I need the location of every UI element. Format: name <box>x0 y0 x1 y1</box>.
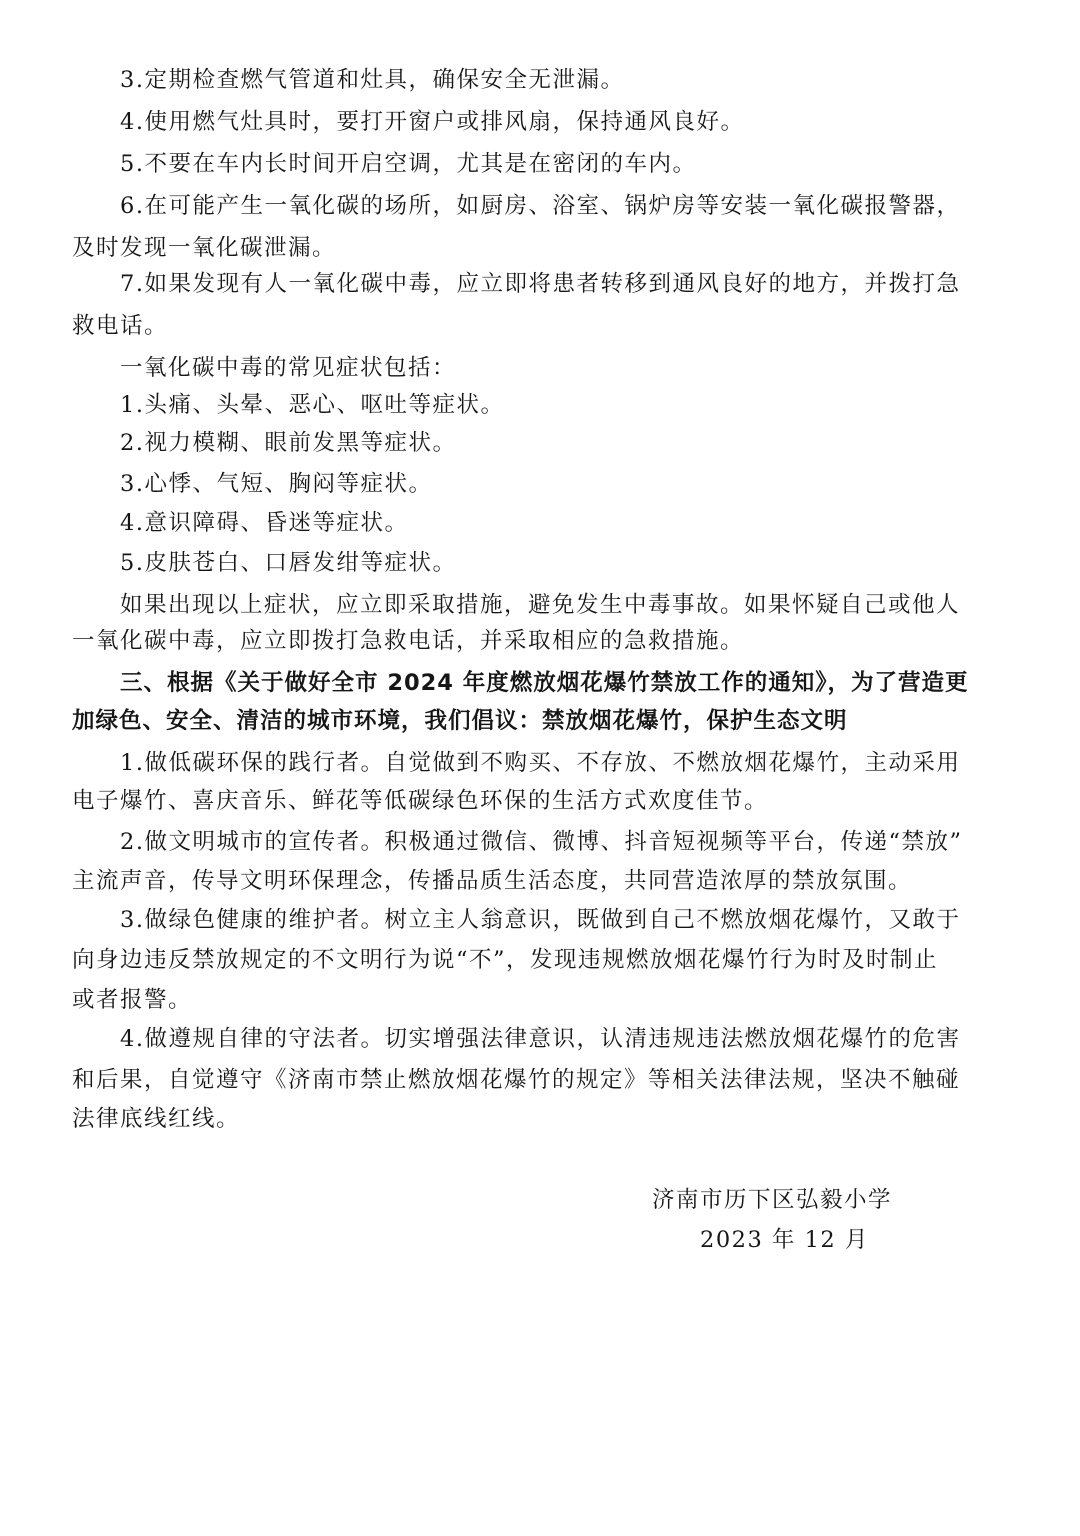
text-line: 6.在可能产生一氧化碳的场所，如厨房、浴室、锅炉房等安装一氧化碳报警器， <box>120 193 961 219</box>
text-line: 5.不要在车内长时间开启空调，尤其是在密闭的车内。 <box>120 151 697 177</box>
text-line: 和后果，自觉遵守《济南市禁止燃放烟花爆竹的规定》等相关法律法规，坚决不触碰 <box>72 1067 961 1093</box>
text-line: 4.使用燃气灶具时，要打开窗户或排风扇，保持通风良好。 <box>120 109 745 135</box>
text-line: 5.皮肤苍白、口唇发绀等症状。 <box>120 550 457 576</box>
text-line: 7.如果发现有人一氧化碳中毒，应立即将患者转移到通风良好的地方，并拨打急 <box>120 271 961 297</box>
text-line: 2.做文明城市的宣传者。积极通过微信、微博、抖音短视频等平台，传递“禁放” <box>120 829 963 855</box>
text-line: 2.视力模糊、眼前发黑等症状。 <box>120 430 457 456</box>
section-heading-line: 三、根据《关于做好全市 2024 年度燃放烟花爆竹禁放工作的通知》，为了营造更 <box>120 670 969 696</box>
text-line: 4.做遵规自律的守法者。切实增强法律意识，认清违规违法燃放烟花爆竹的危害 <box>120 1026 961 1052</box>
text-line: 或者报警。 <box>72 987 193 1013</box>
signature-organization: 济南市历下区弘毅小学 <box>652 1187 893 1213</box>
text-line: 电子爆竹、喜庆音乐、鲜花等低碳绿色环保的生活方式欢度佳节。 <box>72 788 769 814</box>
text-line: 救电话。 <box>72 313 169 339</box>
text-line: 1.做低碳环保的践行者。自觉做到不购买、不存放、不燃放烟花爆竹，主动采用 <box>120 750 961 776</box>
section-heading-line: 加绿色、安全、清洁的城市环境，我们倡议：禁放烟花爆竹，保护生态文明 <box>72 708 848 734</box>
text-line: 一氧化碳中毒的常见症状包括： <box>120 355 457 381</box>
text-line: 及时发现一氧化碳泄漏。 <box>72 235 337 261</box>
text-line: 向身边违反禁放规定的不文明行为说“不”，发现违规燃放烟花爆竹行为时及时制止 <box>72 947 939 973</box>
signature-date: 2023 年 12 月 <box>700 1227 869 1253</box>
text-line: 3.定期检查燃气管道和灶具，确保安全无泄漏。 <box>120 67 625 93</box>
text-line: 4.意识障碍、昏迷等症状。 <box>120 510 409 536</box>
text-line: 3.做绿色健康的维护者。树立主人翁意识，既做到自己不燃放烟花爆竹，又敢于 <box>120 907 961 933</box>
text-line: 一氧化碳中毒，应立即拨打急救电话，并采取相应的急救措施。 <box>72 628 745 654</box>
text-line: 法律底线红线。 <box>72 1106 241 1132</box>
text-line: 3.心悸、气短、胸闷等症状。 <box>120 471 433 497</box>
text-line: 1.头痛、头晕、恶心、呕吐等症状。 <box>120 392 505 418</box>
text-line: 如果出现以上症状，应立即采取措施，避免发生中毒事故。如果怀疑自己或他人 <box>120 592 961 618</box>
text-line: 主流声音，传导文明环保理念，传播品质生活态度，共同营造浓厚的禁放氛围。 <box>72 868 913 894</box>
